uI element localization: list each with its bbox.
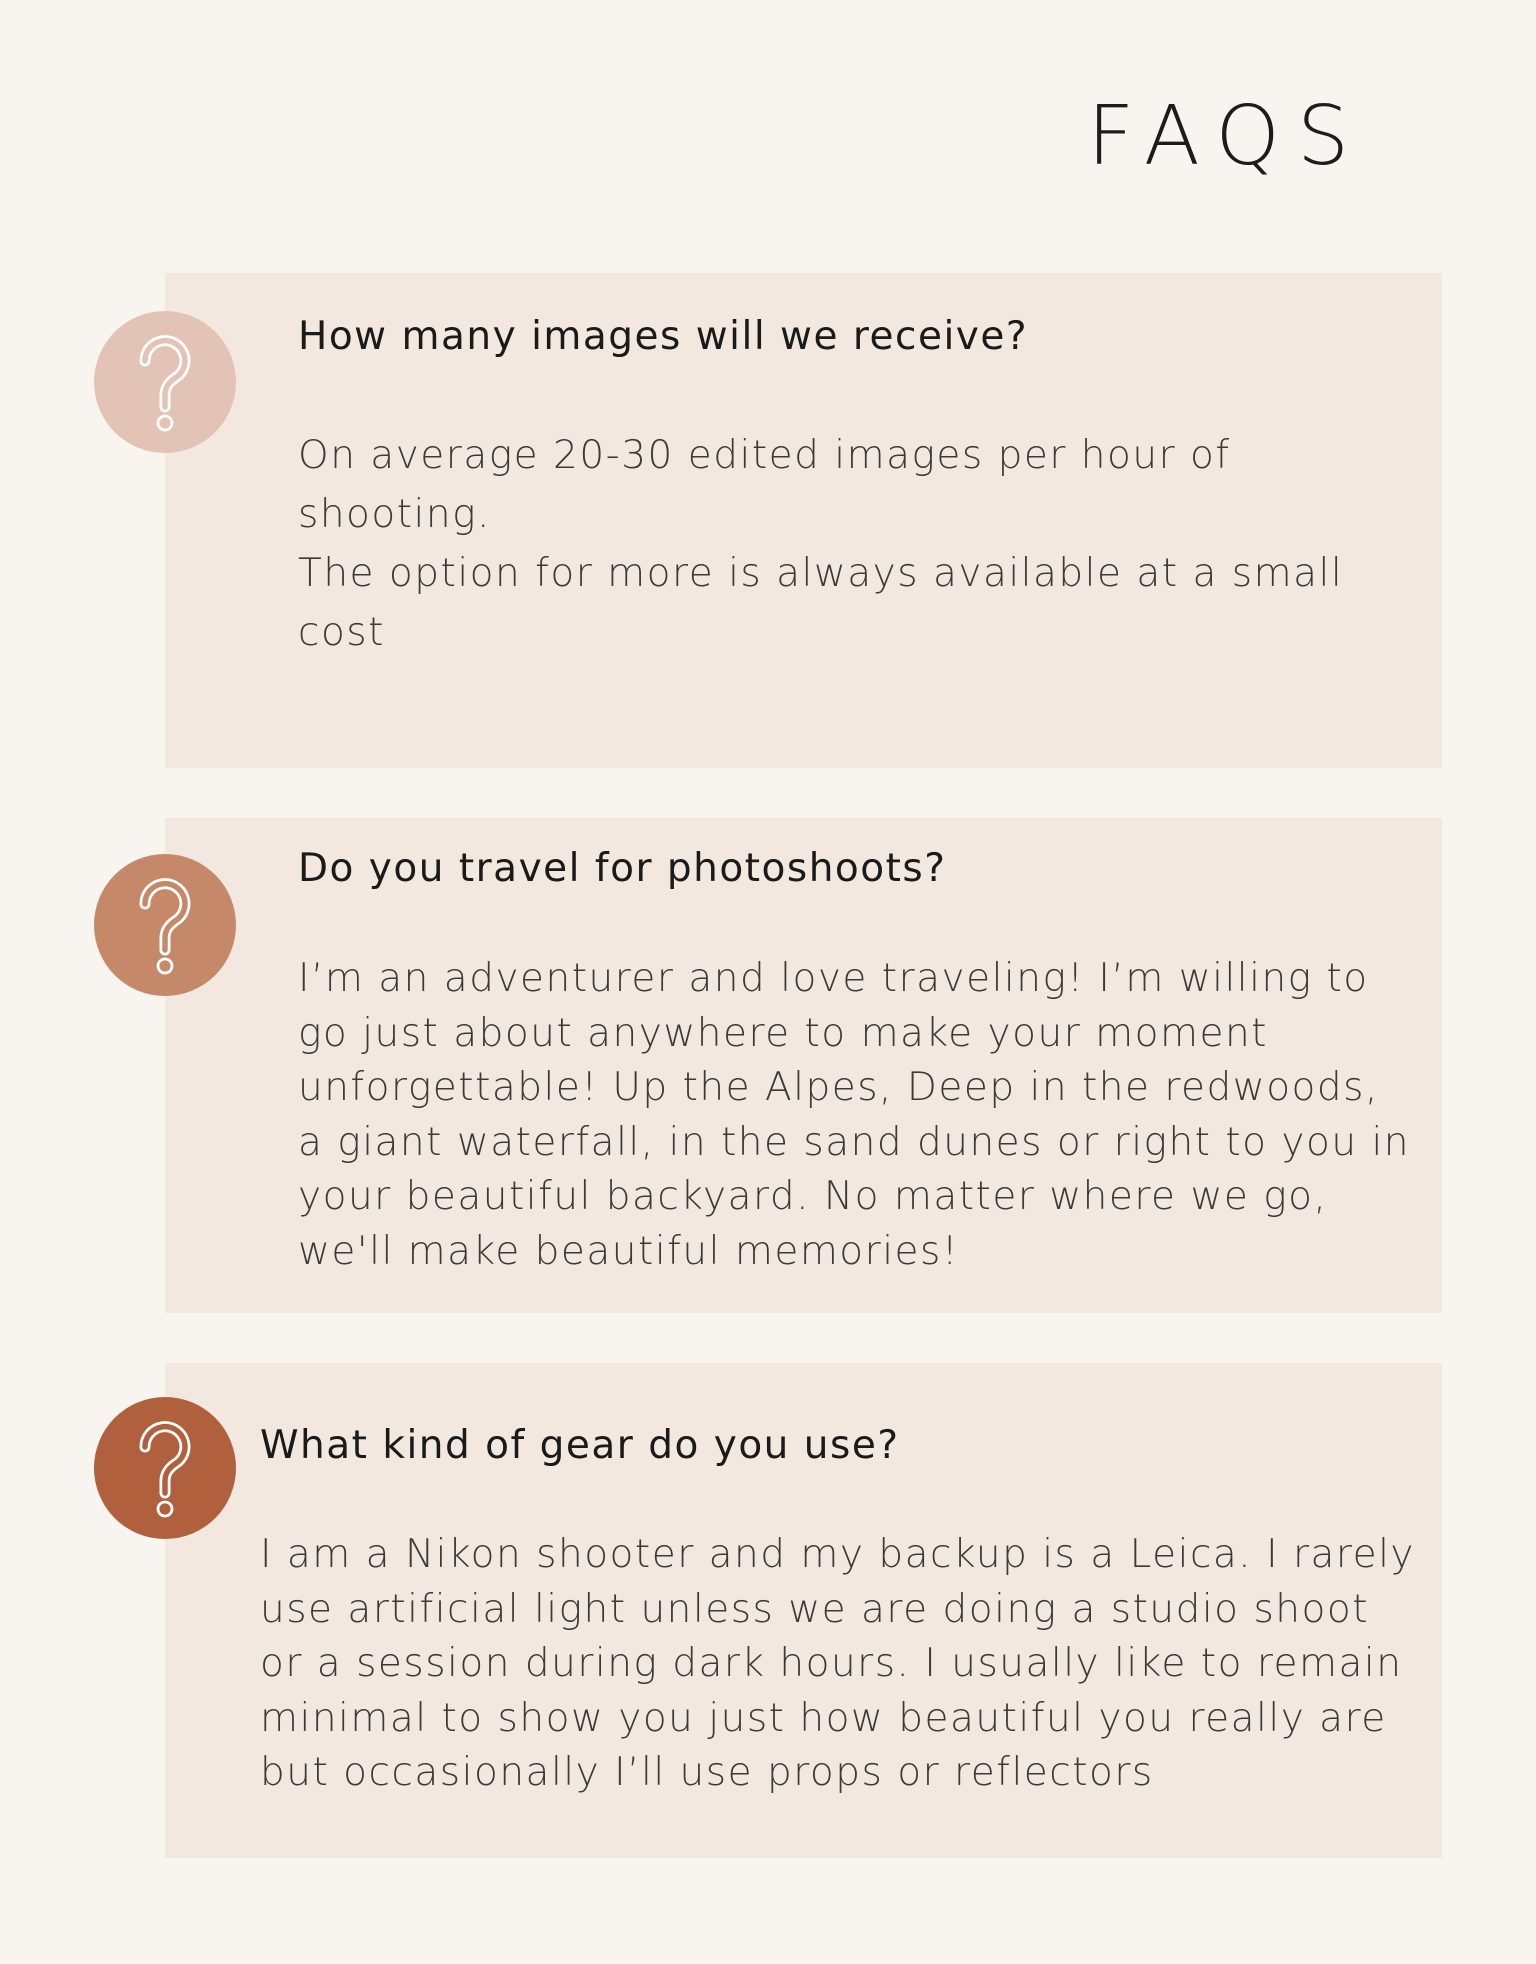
faq-answer-paragraph: I am a Nikon shooter and my backup is a Leica. I rarely use artificial light unless we are doing a studio shoot or a session during dark hours. I usually like to remain minimal to show you just how beautiful you really are but occasionally I’ll use props or reflectors [260,1532,1415,1795]
faq-answer [298,952,1418,1279]
faq-answer [298,426,1358,662]
page-title: FAQS [1087,89,1366,184]
faq-answer-paragraph: The option for more is always available at a small cost [298,551,1344,655]
faq-question: What kind of gear do you use? [260,1423,900,1468]
faq-answer-paragraph: I’m an adventurer and love traveling! I’m willing to go just about anywhere to make your moment unforgettable! Up the Alpes, Deep in the redwoods, a giant waterfall, in the sand dunes or right to you in your beautiful backyard. No matter where we go, we'll make beautiful memories! [298,956,1411,1274]
faq-answer-paragraph: On average 20-30 edited images per hour of shooting. [298,433,1231,537]
question-mark-icon [94,311,236,453]
faq-answer [260,1528,1420,1801]
faq-question: How many images will we receive? [298,314,1029,359]
question-mark-icon [94,854,236,996]
question-mark-icon [94,1397,236,1539]
faq-question: Do you travel for photoshoots? [298,846,947,891]
